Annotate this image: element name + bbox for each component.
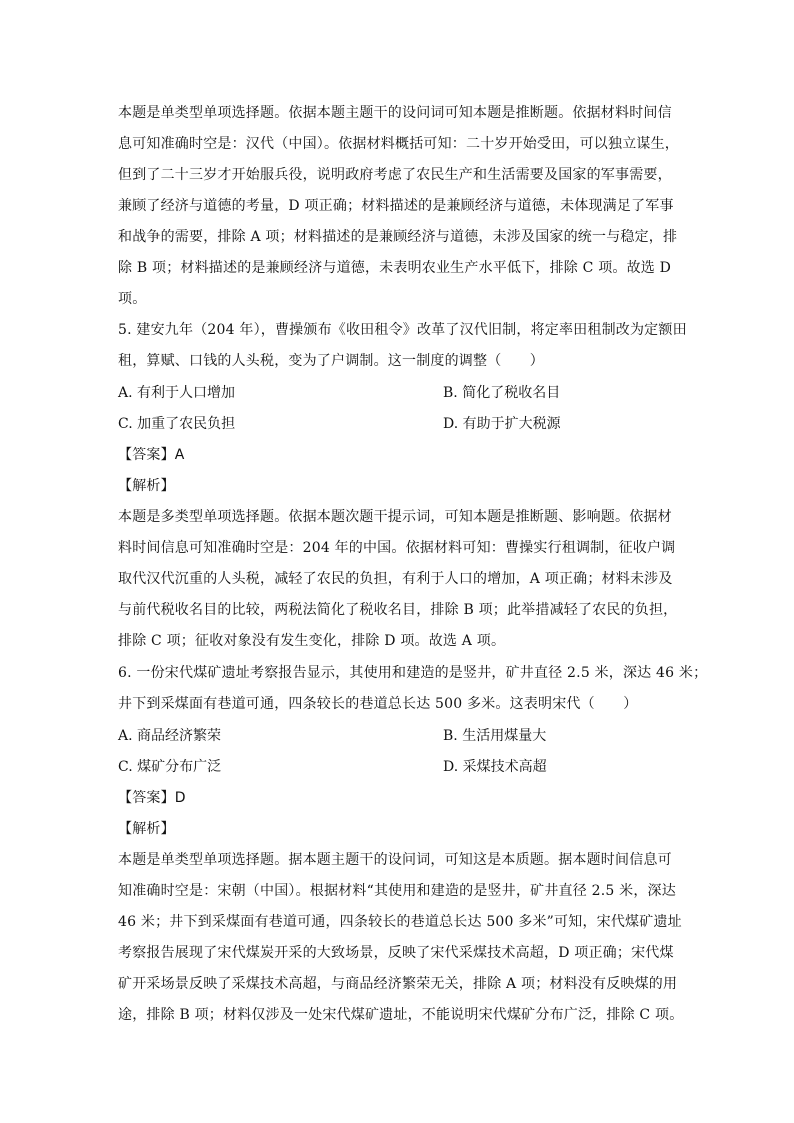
prev-analysis-line-3: 但到了二十三岁才开始服兵役，说明政府考虑了农民生产和生活需要及国家的军事需要， <box>118 167 672 183</box>
q6-analysis-line-6: 途，排除 B 项；材料仅涉及一处宋代煤矿遗址，不能说明宋代煤矿分布广泛，排除 C 项。 <box>118 1007 684 1023</box>
q5-analysis-label: 【解析】 <box>118 478 175 494</box>
prev-analysis-line-7: 项。 <box>118 291 147 307</box>
q5-option-a: A. 有利于人口增加 <box>118 385 236 401</box>
q5-option-b: B. 简化了税收名目 <box>443 385 561 401</box>
q6-option-a: A. 商品经济繁荣 <box>118 728 222 744</box>
q5-option-c: C. 加重了农民负担 <box>118 416 236 432</box>
q6-analysis-line-4: 考察报告展现了宋代煤炭开采的大致场景，反映了宋代采煤技术高超，D 项正确；宋代煤 <box>118 945 674 961</box>
q6-analysis-line-1: 本题是单类型单项选择题。据本题主题干的设问词，可知这是本质题。据本题时间信息可 <box>118 852 672 868</box>
q5-analysis-line-1: 本题是多类型单项选择题。依据本题次题干提示词，可知本题是推断题、影响题。依据材 <box>118 509 672 525</box>
q5-stem-line-2: 租，算赋、口钱的人头税，变为了户调制。这一制度的调整（ ） <box>118 353 544 369</box>
q6-option-b: B. 生活用煤量大 <box>443 728 547 744</box>
prev-analysis-line-5: 和战争的需要，排除 A 项；材料描述的是兼顾经济与道德，未涉及国家的统一与稳定，排 <box>118 229 678 245</box>
q5-analysis-line-5: 排除 C 项；征收对象没有发生变化，排除 D 项。故选 A 项。 <box>118 633 506 649</box>
prev-analysis-line-4: 兼顾了经济与道德的考量，D 项正确；材料描述的是兼顾经济与道德，未体现满足了军事 <box>118 198 674 214</box>
q5-answer: 【答案】A <box>118 447 185 463</box>
prev-analysis-line-6: 除 B 项；材料描述的是兼顾经济与道德，未表明农业生产水平低下，排除 C 项。故选 D <box>118 260 672 276</box>
q6-option-c: C. 煤矿分布广泛 <box>118 759 222 775</box>
prev-analysis-line-1: 本题是单类型单项选择题。依据本题主题干的设问词可知本题是推断题。依据材料时间信 <box>118 105 672 121</box>
q6-analysis-line-2: 知准确时空是：宋朝（中国）。根据材料“其使用和建造的是竖井，矿井直径 2.5 米，深达 <box>118 883 676 899</box>
q6-option-d: D. 采煤技术高超 <box>443 759 547 775</box>
q5-stem-line-1: 5. 建安九年（204 年），曹操颁布《收田租令》改革了汉代旧制，将定率田租制改为定额田 <box>118 322 687 338</box>
q5-analysis-line-2: 料时间信息可知准确时空是：204 年的中国。依据材料可知：曹操实行租调制，征收户调 <box>118 540 676 556</box>
q6-analysis-label: 【解析】 <box>118 821 175 837</box>
q6-analysis-line-5: 矿开采场景反映了采煤技术高超，与商品经济繁荣无关，排除 A 项；材料没有反映煤的用 <box>118 976 678 992</box>
q6-stem-line-2: 井下到采煤面有巷道可通，四条较长的巷道总长达 500 多米。这表明宋代（ ） <box>118 696 638 712</box>
q5-analysis-line-3: 取代汉代沉重的人头税，减轻了农民的负担，有利于人口的增加，A 项正确；材料未涉及 <box>118 571 673 587</box>
q5-option-d: D. 有助于扩大税源 <box>443 416 561 432</box>
q6-answer: 【答案】D <box>118 790 186 806</box>
prev-analysis-line-2: 息可知准确时空是：汉代（中国）。依据材料概括可知：二十岁开始受田，可以独立谋生， <box>118 136 679 152</box>
q6-analysis-line-3: 46 米；井下到采煤面有巷道可通，四条较长的巷道总长达 500 多米”可知，宋代煤矿遗址 <box>118 914 682 930</box>
q5-analysis-line-4: 与前代税收名目的比较，两税法简化了税收名目，排除 B 项；此举措减轻了农民的负担， <box>118 602 678 618</box>
q6-stem-line-1: 6. 一份宋代煤矿遗址考察报告显示，其使用和建造的是竖井，矿井直径 2.5 米，深达 46 米； <box>118 665 708 681</box>
